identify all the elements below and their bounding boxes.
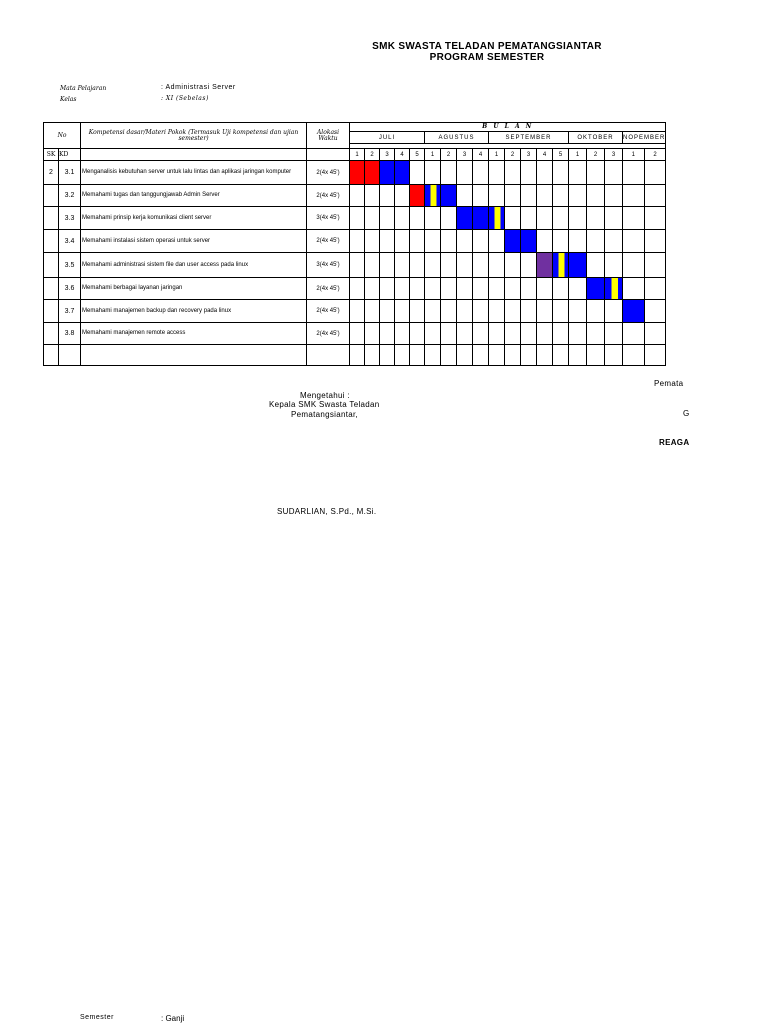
schedule-cell [380, 300, 395, 323]
sk-cell [44, 345, 59, 366]
schedule-cell [489, 345, 505, 366]
schedule-cell [537, 300, 553, 323]
time-cell: 2(4x 45') [307, 300, 350, 323]
schedule-cell [473, 253, 489, 278]
schedule-cell [380, 253, 395, 278]
month-juli: JULI [350, 132, 425, 144]
schedule-cell [489, 207, 505, 230]
schedule-cell [350, 161, 365, 185]
schedule-cell [623, 230, 645, 253]
schedule-cell [644, 207, 666, 230]
schedule-cell [425, 278, 441, 300]
schedule-cell [365, 161, 380, 185]
week-september-3: 3 [521, 149, 537, 161]
time-cell: 2(4x 45') [307, 230, 350, 253]
subject-value: : Administrasi Server [161, 84, 236, 91]
schedule-cell [587, 345, 605, 366]
schedule-cell [395, 253, 410, 278]
schedule-cell [395, 230, 410, 253]
kd-cell: 3.3 [59, 207, 81, 230]
kd-cell [59, 345, 81, 366]
competency-cell: Memahami manajemen backup dan recovery pada linux [81, 300, 307, 323]
principal-title: Kepala SMK Swasta Teladan [269, 400, 380, 409]
week-september-5: 5 [553, 149, 569, 161]
schedule-cell [410, 278, 425, 300]
schedule-cell [553, 323, 569, 345]
schedule-cell [537, 323, 553, 345]
schedule-cell [380, 323, 395, 345]
schedule-cell [425, 230, 441, 253]
time-cell: 2(4x 45') [307, 278, 350, 300]
right-place: Pemata [654, 379, 684, 388]
schedule-cell [350, 323, 365, 345]
schedule-cell [489, 230, 505, 253]
schedule-cell [425, 161, 441, 185]
schedule-cell [569, 300, 587, 323]
kd-cell: 3.8 [59, 323, 81, 345]
schedule-cell [365, 207, 380, 230]
table-row [44, 323, 666, 345]
schedule-cell [569, 345, 587, 366]
kd-cell: 3.5 [59, 253, 81, 278]
schedule-cell [587, 253, 605, 278]
schedule-cell [587, 161, 605, 185]
schedule-cell [623, 278, 645, 300]
schedule-cell [441, 345, 457, 366]
schedule-cell [521, 185, 537, 207]
approval-label: Mengetahui : [300, 391, 350, 400]
week-oktober-1: 1 [569, 149, 587, 161]
teacher-name: REAGA [659, 438, 690, 447]
schedule-cell [395, 161, 410, 185]
schedule-cell [553, 278, 569, 300]
schedule-cell [489, 300, 505, 323]
time-cell: 2(4x 45') [307, 323, 350, 345]
schedule-cell [505, 300, 521, 323]
schedule-cell [457, 161, 473, 185]
schedule-cell [521, 230, 537, 253]
schedule-cell [365, 253, 380, 278]
schedule-cell [410, 323, 425, 345]
schedule-cell [623, 253, 645, 278]
schedule-cell [644, 323, 666, 345]
schedule-cell [623, 323, 645, 345]
schedule-cell [489, 278, 505, 300]
schedule-cell [489, 161, 505, 185]
table-row [44, 161, 666, 185]
schedule-cell [395, 185, 410, 207]
week-september-1: 1 [489, 149, 505, 161]
schedule-cell [365, 230, 380, 253]
schedule-cell [365, 345, 380, 366]
competency-cell: Memahami manajemen remote access [81, 323, 307, 345]
week-juli-4: 4 [395, 149, 410, 161]
sk-cell [44, 207, 59, 230]
kd-cell: 3.2 [59, 185, 81, 207]
schedule-cell [425, 185, 441, 207]
competency-header: Kompetensi dasar/Materi Pokok (Termasuk Uji kompetensi dan ujian semester) [81, 123, 307, 149]
kd-cell: 3.7 [59, 300, 81, 323]
schedule-cell [410, 300, 425, 323]
schedule-cell [425, 253, 441, 278]
schedule-cell [521, 253, 537, 278]
kd-cell: 3.4 [59, 230, 81, 253]
schedule-cell [350, 278, 365, 300]
schedule-cell [457, 300, 473, 323]
right-role: G [683, 409, 690, 418]
schedule-cell [380, 230, 395, 253]
month-nopember: NOPEMBER [623, 132, 666, 144]
week-oktober-2: 2 [587, 149, 605, 161]
bulan-header: B U L A N [350, 123, 666, 132]
schedule-cell [521, 345, 537, 366]
competency-cell: Memahami berbagai layanan jaringan [81, 278, 307, 300]
schedule-cell [489, 185, 505, 207]
schedule-cell [505, 230, 521, 253]
schedule-cell [605, 345, 623, 366]
competency-cell: Menganalisis kebutuhan server untuk lalu lintas dan aplikasi jaringan komputer [81, 161, 307, 185]
schedule-cell [350, 345, 365, 366]
schedule-cell [537, 278, 553, 300]
schedule-cell [350, 300, 365, 323]
schedule-cell [365, 300, 380, 323]
schedule-cell [395, 300, 410, 323]
schedule-cell [425, 207, 441, 230]
schedule-cell [569, 161, 587, 185]
schedule-cell [605, 300, 623, 323]
month-agustus: AGUSTUS [425, 132, 489, 144]
schedule-cell [587, 278, 605, 300]
schedule-cell [380, 345, 395, 366]
schedule-cell [605, 253, 623, 278]
schedule-cell [623, 207, 645, 230]
week-september-2: 2 [505, 149, 521, 161]
schedule-cell [410, 207, 425, 230]
schedule-cell [380, 185, 395, 207]
week-agustus-3: 3 [457, 149, 473, 161]
schedule-cell [644, 300, 666, 323]
subject-label: Mata Pelajaran [60, 85, 107, 92]
schedule-cell [473, 300, 489, 323]
week-agustus-2: 2 [441, 149, 457, 161]
schedule-cell [623, 185, 645, 207]
schedule-cell [537, 253, 553, 278]
schedule-cell [521, 161, 537, 185]
semester-label: Semester [80, 1014, 114, 1021]
schedule-cell [410, 230, 425, 253]
time-cell [307, 345, 350, 366]
schedule-cell [569, 230, 587, 253]
schedule-cell [605, 161, 623, 185]
schedule-cell [644, 185, 666, 207]
schedule-cell [587, 230, 605, 253]
principal-name: SUDARLIAN, S.Pd., M.Si. [277, 507, 377, 516]
week-nopember-1: 1 [623, 149, 645, 161]
schedule-cell [537, 345, 553, 366]
schedule-cell [553, 345, 569, 366]
schedule-cell [457, 278, 473, 300]
schedule-cell [425, 345, 441, 366]
schedule-cell [587, 185, 605, 207]
week-juli-3: 3 [380, 149, 395, 161]
schedule-cell [441, 185, 457, 207]
kd-cell: 3.6 [59, 278, 81, 300]
time-cell: 2(4x 45') [307, 185, 350, 207]
schedule-cell [441, 230, 457, 253]
sk-cell: 2 [44, 161, 59, 185]
schedule-cell [410, 345, 425, 366]
time-cell: 3(4x 45') [307, 253, 350, 278]
schedule-cell [380, 161, 395, 185]
schedule-cell [441, 323, 457, 345]
table-row [44, 300, 666, 323]
schedule-cell [473, 185, 489, 207]
schedule-cell [644, 278, 666, 300]
schedule-cell [623, 300, 645, 323]
schedule-cell [553, 300, 569, 323]
schedule-cell [505, 323, 521, 345]
schedule-cell [644, 230, 666, 253]
schedule-cell [473, 323, 489, 345]
schedule-cell [569, 207, 587, 230]
schedule-cell [569, 278, 587, 300]
schedule-cell [587, 323, 605, 345]
schedule-cell [395, 207, 410, 230]
schedule-cell [505, 253, 521, 278]
schedule-cell [457, 323, 473, 345]
kd-cell: 3.1 [59, 161, 81, 185]
schedule-cell [521, 278, 537, 300]
sk-cell [44, 253, 59, 278]
competency-cell: Memahami tugas dan tanggungjawab Admin Server [81, 185, 307, 207]
place-date: Pematangsiantar, [291, 410, 359, 419]
schedule-cell [350, 253, 365, 278]
schedule-cell [395, 278, 410, 300]
sk-header: SK [44, 149, 59, 161]
schedule-cell [365, 185, 380, 207]
schedule-cell [537, 185, 553, 207]
week-september-4: 4 [537, 149, 553, 161]
schedule-cell [505, 278, 521, 300]
schedule-cell [425, 300, 441, 323]
schedule-cell [569, 323, 587, 345]
table-row [44, 207, 666, 230]
table-row [44, 253, 666, 278]
week-juli-1: 1 [350, 149, 365, 161]
class-value: : XI (Sebelas) [161, 95, 209, 102]
time-cell: 2(4x 45') [307, 161, 350, 185]
schedule-cell [410, 185, 425, 207]
competency-cell [81, 345, 307, 366]
schedule-cell [644, 253, 666, 278]
schedule-cell [441, 161, 457, 185]
document-title: PROGRAM SEMESTER [429, 52, 545, 63]
schedule-cell [505, 185, 521, 207]
competency-cell: Memahami administrasi sistem file dan user access pada linux [81, 253, 307, 278]
schedule-cell [605, 323, 623, 345]
schedule-cell [350, 230, 365, 253]
sk-cell [44, 185, 59, 207]
schedule-cell [569, 185, 587, 207]
schedule-cell [505, 345, 521, 366]
week-agustus-1: 1 [425, 149, 441, 161]
schedule-cell [350, 207, 365, 230]
schedule-cell [441, 300, 457, 323]
week-juli-5: 5 [410, 149, 425, 161]
schedule-cell [553, 207, 569, 230]
schedule-cell [623, 161, 645, 185]
schedule-cell [553, 185, 569, 207]
class-label: Kelas [60, 96, 77, 103]
no-header: No [44, 123, 81, 149]
schedule-cell [473, 230, 489, 253]
schedule-cell [537, 230, 553, 253]
schedule-cell [587, 300, 605, 323]
schedule-cell [553, 253, 569, 278]
week-oktober-3: 3 [605, 149, 623, 161]
sk-cell [44, 300, 59, 323]
schedule-cell [473, 345, 489, 366]
schedule-cell [380, 207, 395, 230]
schedule-cell [365, 323, 380, 345]
schedule-cell [605, 278, 623, 300]
schedule-cell [521, 323, 537, 345]
schedule-cell [395, 323, 410, 345]
schedule-cell [441, 207, 457, 230]
schedule-cell [553, 230, 569, 253]
schedule-cell [489, 323, 505, 345]
table-row [44, 185, 666, 207]
schedule-cell [441, 253, 457, 278]
competency-cell: Memahami prinsip kerja komunikasi client server [81, 207, 307, 230]
week-juli-2: 2 [365, 149, 380, 161]
schedule-cell [395, 345, 410, 366]
table-row [44, 230, 666, 253]
schedule-cell [537, 207, 553, 230]
blank-header-cell [81, 149, 307, 161]
schedule-cell [521, 207, 537, 230]
schedule-cell [605, 185, 623, 207]
schedule-cell [350, 185, 365, 207]
schedule-cell [380, 278, 395, 300]
month-oktober: OKTOBER [569, 132, 623, 144]
schedule-cell [441, 278, 457, 300]
program-semester-table [43, 122, 666, 366]
school-name: SMK SWASTA TELADAN PEMATANGSIANTAR [372, 41, 602, 52]
schedule-cell [473, 278, 489, 300]
sk-cell [44, 278, 59, 300]
schedule-cell [473, 207, 489, 230]
time-allocation-header: Alokasi Waktu [307, 123, 350, 149]
schedule-cell [553, 161, 569, 185]
competency-cell: Memahami instalasi sistem operasi untuk server [81, 230, 307, 253]
schedule-cell [644, 161, 666, 185]
schedule-cell [537, 161, 553, 185]
semester-value: : Ganji [161, 1014, 185, 1023]
schedule-cell [425, 323, 441, 345]
kd-header: KD [59, 149, 81, 161]
schedule-cell [473, 161, 489, 185]
table-row [44, 345, 666, 366]
sk-cell [44, 323, 59, 345]
schedule-cell [521, 300, 537, 323]
table-row [44, 278, 666, 300]
schedule-cell [489, 253, 505, 278]
blank-header-cell [307, 149, 350, 161]
sk-cell [44, 230, 59, 253]
week-nopember-2: 2 [644, 149, 666, 161]
schedule-cell [457, 230, 473, 253]
schedule-cell [623, 345, 645, 366]
schedule-cell [457, 253, 473, 278]
month-september: SEPTEMBER [489, 132, 569, 144]
schedule-cell [605, 207, 623, 230]
week-agustus-4: 4 [473, 149, 489, 161]
schedule-cell [505, 161, 521, 185]
schedule-cell [569, 253, 587, 278]
schedule-cell [505, 207, 521, 230]
schedule-cell [587, 207, 605, 230]
schedule-cell [457, 185, 473, 207]
schedule-cell [644, 345, 666, 366]
schedule-cell [605, 230, 623, 253]
schedule-cell [410, 161, 425, 185]
time-cell: 3(4x 45') [307, 207, 350, 230]
schedule-cell [457, 345, 473, 366]
schedule-cell [410, 253, 425, 278]
schedule-cell [365, 278, 380, 300]
schedule-cell [457, 207, 473, 230]
